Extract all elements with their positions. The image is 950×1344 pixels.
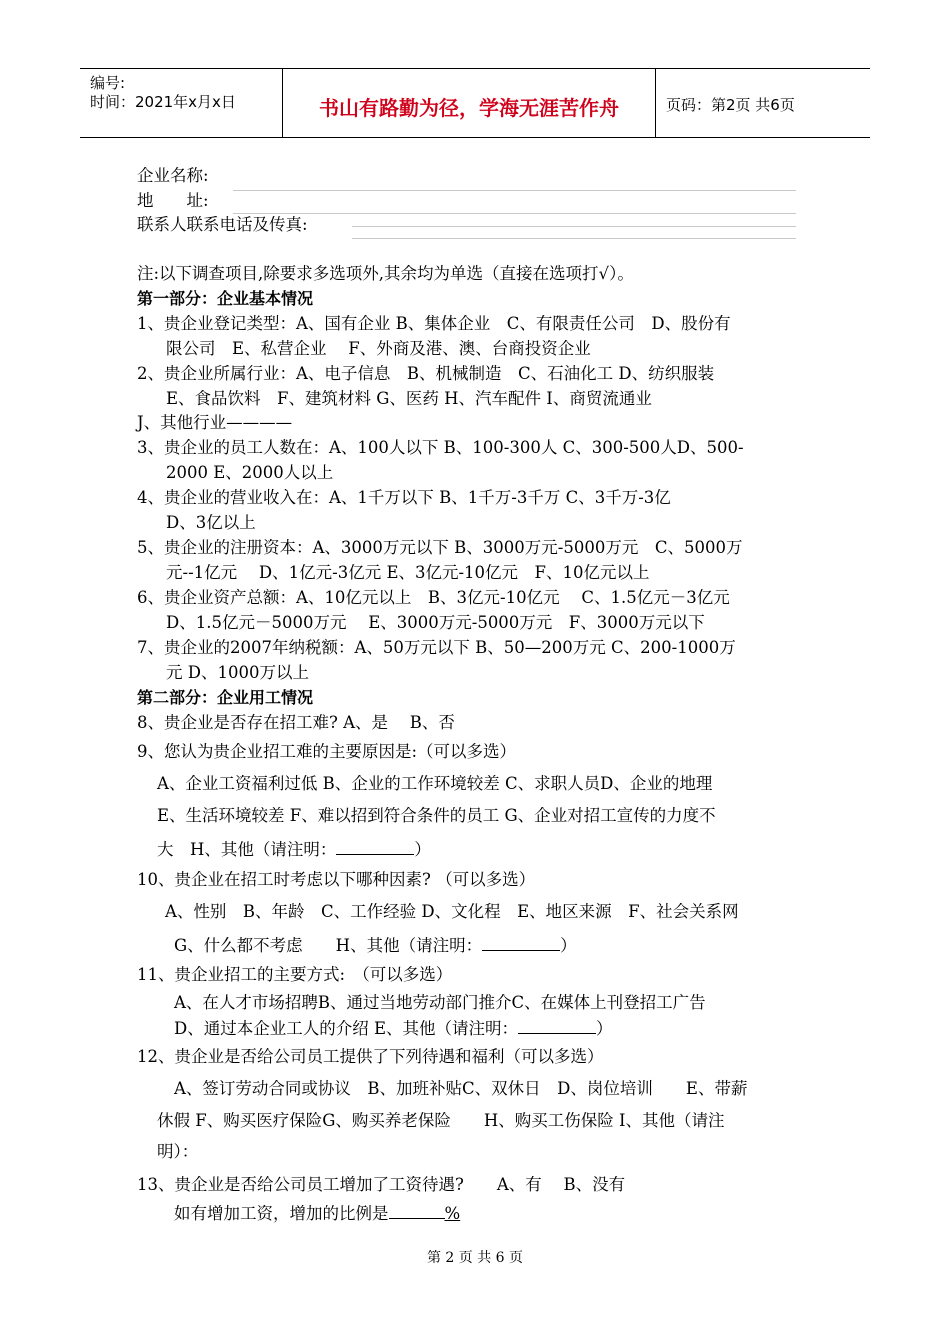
- question-1-line-1: 1、贵企业登记类型：A、国有企业 B、集体企业 C、有限责任公司 D、股份有: [137, 314, 731, 333]
- contact-line-1[interactable]: [352, 226, 796, 227]
- question-9-line-1: A、企业工资福利过低 B、企业的工作环境较差 C、求职人员D、企业的地理: [157, 774, 713, 793]
- header-left-cell: [80, 69, 282, 137]
- question-11-title: 11、贵企业招工的主要方式: （可以多选）: [137, 965, 453, 984]
- document-time-label: 时间：2021年x月x日: [90, 93, 236, 111]
- question-5-line-1: 5、贵企业的注册资本：A、3000万元以下 B、3000万元-5000万元 C、5000万: [137, 538, 743, 557]
- question-1-line-2: 限公司 E、私营企业 F、外商及港、澳、台商投资企业: [166, 339, 591, 358]
- question-8: 8、贵企业是否存在招工难? A、是 B、否: [137, 713, 455, 732]
- question-7-line-2: 元 D、1000万以上: [166, 663, 309, 682]
- header-center-cell: [282, 69, 656, 137]
- question-13-increase-label: 如有增加工资，增加的比例是: [174, 1204, 389, 1223]
- question-12-line-1: A、签订劳动合同或协议 B、加班补贴C、双休日 D、岗位培训 E、带薪: [174, 1079, 748, 1098]
- question-13-increase-blank[interactable]: [389, 1202, 445, 1219]
- question-10-title: 10、贵企业在招工时考虑以下哪种因素? （可以多选）: [137, 870, 536, 889]
- question-6-line-2: D、1.5亿元－5000万元 E、3000万元-5000万元 F、3000万元以下: [166, 613, 705, 632]
- company-name-label: 企业名称:: [137, 166, 209, 185]
- question-12-line-2: 休假 F、购买医疗保险G、购买养老保险 H、购买工伤保险 I、其他（请注: [157, 1111, 725, 1130]
- question-10-line-2: [174, 934, 577, 956]
- question-10-other-label: G、什么都不考虑 H、其他（请注明：: [174, 936, 483, 955]
- question-10-other-blank[interactable]: [482, 934, 560, 951]
- question-11-close: ）: [596, 1019, 613, 1038]
- question-4-line-1: 4、贵企业的营业收入在：A、1千万以下 B、1千万-3千万 C、3千万-3亿: [137, 488, 671, 507]
- company-name-line[interactable]: [233, 190, 796, 191]
- question-9-other-label: 大 H、其他（请注明：: [157, 840, 337, 859]
- document-number-label: 编号:: [90, 74, 126, 92]
- contact-line-2[interactable]: [352, 238, 796, 239]
- header-motto: 书山有路勤为径，学海无涯苦作舟: [319, 96, 619, 120]
- section-1-heading: 第一部分：企业基本情况: [137, 289, 314, 308]
- question-6-line-1: 6、贵企业资产总额：A、10亿元以上 B、3亿元-10亿元 C、1.5亿元－3亿元: [137, 588, 730, 607]
- header-right-cell: [656, 69, 870, 137]
- header-page-number: 页码：第2页 共6页: [666, 96, 795, 114]
- question-4-line-2: D、3亿以上: [166, 513, 256, 532]
- question-12-title: 12、贵企业是否给公司员工提供了下列待遇和福利（可以多选）: [137, 1047, 604, 1066]
- question-12-line-3: 明）：: [157, 1142, 199, 1161]
- question-11-other-blank[interactable]: [518, 1017, 596, 1034]
- question-9-close: ）: [414, 840, 431, 859]
- question-9-line-2: E、生活环境较差 F、难以招到符合条件的员工 G、企业对招工宣传的力度不: [157, 806, 716, 825]
- question-2-other: J、其他行业————: [137, 413, 293, 432]
- question-3-line-2: 2000 E、2000人以上: [166, 463, 334, 482]
- question-10-line-1: A、性别 B、年龄 C、工作经验 D、文化程 E、地区来源 F、社会关系网: [165, 902, 739, 921]
- question-3-line-1: 3、贵企业的员工人数在：A、100人以下 B、100-300人 C、300-500人D、500-: [137, 438, 744, 457]
- question-11-other-label: D、通过本企业工人的介绍 E、其他（请注明：: [174, 1019, 519, 1038]
- address-label: 地 址:: [137, 191, 209, 210]
- section-2-heading: 第二部分：企业用工情况: [137, 688, 314, 707]
- question-7-line-1: 7、贵企业的2007年纳税额：A、50万元以下 B、50—200万元 C、200-1000万: [137, 638, 736, 657]
- question-9-title: 9、您认为贵企业招工难的主要原因是:（可以多选）: [137, 742, 517, 761]
- question-13-line-1: [174, 1202, 460, 1224]
- question-9-other-blank[interactable]: [336, 838, 414, 855]
- question-13-title: 13、贵企业是否给公司员工增加了工资待遇? A、有 B、没有: [137, 1175, 626, 1194]
- question-2-line-1: 2、贵企业所属行业：A、电子信息 B、机械制造 C、石油化工 D、纺织服装: [137, 364, 715, 383]
- page-footer: 第 2 页 共 6 页: [426, 1250, 524, 1266]
- question-5-line-2: 元--1亿元 D、1亿元-3亿元 E、3亿元-10亿元 F、10亿元以上: [166, 563, 650, 582]
- question-11-line-2: [174, 1017, 613, 1039]
- question-10-close: ）: [560, 936, 577, 955]
- question-9-line-3: [157, 838, 431, 860]
- contact-label: 联系人联系电话及传真:: [137, 215, 308, 234]
- question-11-line-1: A、在人才市场招聘B、通过当地劳动部门推介C、在媒体上刊登招工广告: [174, 993, 706, 1012]
- page-header: [80, 68, 870, 138]
- address-line[interactable]: [233, 213, 796, 214]
- survey-note: 注:以下调查项目,除要求多选项外,其余均为单选（直接在选项打√）。: [137, 264, 634, 283]
- question-2-line-2: E、食品饮料 F、建筑材料 G、医药 H、汽车配件 I、商贸流通业: [166, 389, 652, 408]
- question-13-percent: %: [444, 1204, 461, 1223]
